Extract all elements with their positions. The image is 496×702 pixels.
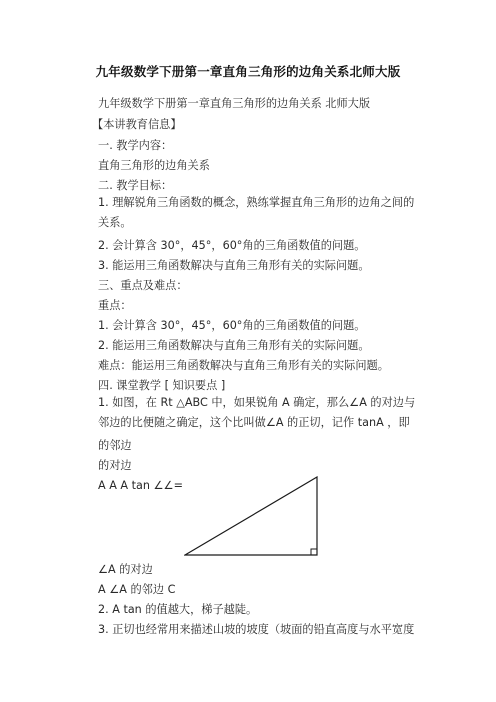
- objective-2: 2. 会计算含 30°，45°，60°角的三角函数值的问题。: [98, 239, 366, 252]
- subtitle-line: 九年级数学下册第一章直角三角形的边角关系 北师大版: [98, 97, 371, 110]
- heading-objectives: 二. 教学目标：: [98, 179, 173, 192]
- figure-label-opposite: ∠A 的对边: [98, 563, 153, 576]
- heading-content: 一. 教学内容：: [98, 139, 173, 152]
- document-title: 九年级数学下册第一章直角三角形的边角关系北师大版: [95, 64, 401, 79]
- knowledge-point-2: 2. A tan 的值越大，梯子越陡。: [98, 603, 258, 616]
- knowledge-point-3: 3. 正切也经常用来描述山坡的坡度（坡面的铅直高度与水平宽度: [98, 623, 415, 636]
- right-triangle-figure: [184, 476, 318, 556]
- key-point-1: 1. 会计算含 30°，45°，60°角的三角函数值的问题。: [98, 319, 366, 332]
- objective-1: 1. 理解锐角三角函数的概念，熟练掌握直角三角形的边角之间的关系。: [98, 196, 415, 229]
- difficulty-line: 难点：能运用三角函数解决与直角三角形有关的实际问题。: [98, 359, 389, 372]
- heading-classroom: 四. 课堂教学 [ 知识要点 ]: [98, 379, 226, 392]
- section-info: 【本讲教育信息】: [92, 118, 182, 131]
- formula-tan: A A A tan ∠∠=: [98, 479, 183, 492]
- objective-3: 3. 能运用三角函数解决与直角三角形有关的实际问题。: [98, 259, 370, 272]
- knowledge-point-1: 1. 如图，在 Rt △ABC 中，如果锐角 A 确定，那么∠A 的对边与邻边的比便随之确定，这个比叫做∠A 的正切，记作 tanA ，即: [98, 396, 416, 429]
- formula-opposite: 的对边: [98, 459, 132, 472]
- formula-adjacent: 的邻边: [98, 439, 132, 452]
- heading-key-points: 三、重点及难点：: [98, 279, 188, 292]
- content-topic: 直角三角形的边角关系: [98, 159, 210, 172]
- figure-label-adjacent: A ∠A 的邻边 C: [98, 583, 176, 596]
- key-point-2: 2. 能运用三角函数解决与直角三角形有关的实际问题。: [98, 339, 370, 352]
- key-points-label: 重点：: [98, 299, 132, 312]
